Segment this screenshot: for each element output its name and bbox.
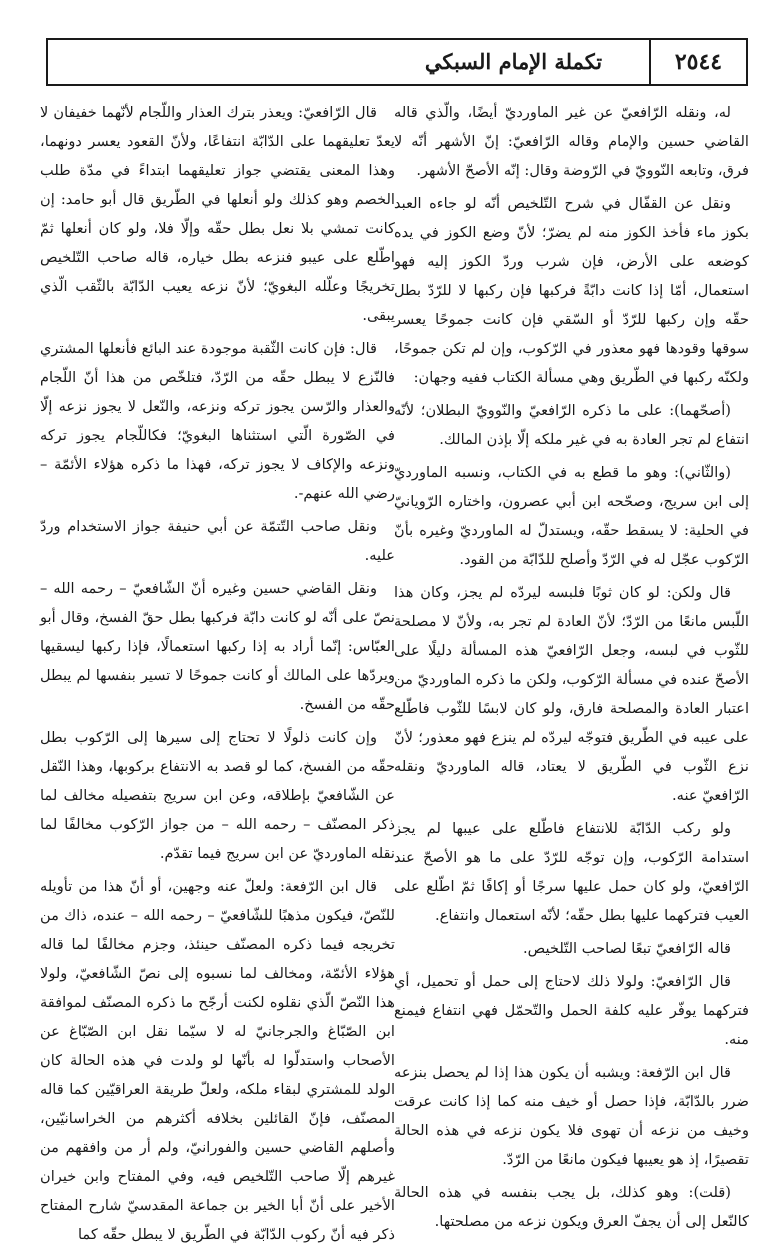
right-text-column (394, 98, 749, 1240)
paragraph: ونقل عن القفّال في شرح التّلخيص أنّه لو جاءه العبد بكوز ماء فأخذ الكوز منه لم يضرّ؛ لأنّ وضع الكوز في يده كوضعه على الأرض، فإن شرب وردّ الكوز إليه فهو استعمال، أمّا إذا كانت دابّةً فركبها فإن ركبها لا للرّدّ بطل حقّه وإن ركبها للرّدّ أو السّقي فإن كانت جموحًا يعسر سوقها وقودها فهو معذور في الرّكوب، وإن لم تكن جموحًا، ولكنّه ركبها في الطّريق وهي مسألة الكتاب ففيه وجهان: (394, 195, 749, 386)
paragraph: له، ونقله الرّافعيّ عن غير الماورديّ أيضًا، والّذي قاله القاضي حسين والإمام وقاله الرّافعيّ: إنّ الأشهر أنّه لا فرق، وتابعه النّوويّ في الرّوضة وقال: إنّه الأصحّ الأشهر. (394, 104, 749, 179)
paragraph: قاله الرّافعيّ تبعًا لصاحب التّلخيص. (523, 940, 731, 957)
paragraph: قال ولكن: لو كان ثوبًا فلبسه ليردّه لم يجز، وكان هذا اللّبس مانعًا من الرّدّ؛ لأنّ العادة لم تجر به، ولأنّ لا مصلحة للثّوب في لبسه، وجعل الرّافعيّ هذه المسألة دليلًا على الأصحّ عنده في مسألة الرّكوب، ولكن ما ذكره الماورديّ من اعتبار العادة والمصلحة فارق، ولو كان لابسًا للثّوب فاطّلع على عيبه في الطّريق فتوجّه ليردّه لم ينزع فهو معذور؛ لأنّ نزع الثّوب في الطّريق لا يعتاد، قاله الماورديّ ونقله الرّافعيّ عنه. (394, 584, 749, 804)
paragraph: قال الرّافعيّ: ولولا ذلك لاحتاج إلى حمل أو تحميل، أي فتركهما يوفّر عليه كلفة الحمل والتّحمّل فهي انتفاع فيمنع منه. (394, 973, 749, 1048)
paragraph: ولو ركب الدّابّة للانتفاع فاطّلع على عيبها لم يجز استدامة الرّكوب، وإن توجّه للرّدّ على ما هو الأصحّ عند الرّافعيّ، ولو كان حمل عليها سرجًا أو إكافًا ثمّ اطّلع على العيب فتركهما عليها بطل حقّه؛ لأنّه استعمال وانتفاع. (394, 820, 749, 924)
paragraph: ونقل القاضي حسين وغيره أنّ الشّافعيّ – رحمه الله – نصّ على أنّه لو كانت دابّة فركبها بطل حقّ الفسخ، وقال أبو العبّاس: إنّما أراد به إذا ركبها استعمالًا، فإذا ركبها ليسقيها ويردّها على المالك أو كانت جموحًا لا تسير بنفسها لم يبطل حقّه من الفسخ. (40, 580, 395, 713)
paragraph: قال الرّافعيّ: ويعذر بترك العذار واللّجام لأنّهما خفيفان لا يعدّ تعليقهما على الدّابّة انتفاعًا، ولأنّ القعود يعسر دونهما، وهذا المعنى يقتضي جواز تعليقهما ابتداءً في مدّة طلب الخصم وهو كذلك ولو أنعلها في الطّريق قال أبو حامد: إن كانت تمشي بلا نعل بطل حقّه وإلّا فلا، ولو كان أنعلها ثمّ اطّلع على عيبو فنزعه بطل خياره، قاله صاحب التّلخيص تخريجًا وعلّله البغويّ؛ لأنّ نزعه يعيب الدّابّة بالثّقب الّذي يبقى. (40, 104, 395, 324)
paragraph: قال ابن الرّفعة: ولعلّ عنه وجهين، أو أنّ هذا من تأويله للنّصّ، فيكون مذهبًا للشّافعيّ – رحمه الله – عنده، ذاك من تخريجه فيما ذكره المصنّف حينئذ، وجزم مخالفًا لما قاله هؤلاء الأئمّة، ومخالف لما نسبوه إلى نصّ الشّافعيّ، ولولا هذا النّصّ الّذي نقلوه لكنت أرجّح ما ذكره المصنّف لموافقة ابن الصّبّاغ والجرجانيّ له لا سيّما نقل ابن الصّبّاغ عن الأصحاب واستدلّوا له بأنّها لو ولدت في هذه الحالة كان الولد للمشتري لبقاء ملكه، ولعلّ طريقة العراقيّين كما قاله المصنّف، فإنّ القائلين بخلافه أكثرهم من الخراسانيّين، وأصلهم القاضي حسين والفورانيّ، ولم أر من وافقهم من غيرهم إلّا صاحب التّلخيص فيه، وفي المفتاح وابن خيران الأخير على أنّ أبا الخير بن جماعة المقدسيّ شارح المفتاح ذكر فيه أنّ ركوب الدّابّة في الطّريق لا يبطل حقّه كما (40, 878, 395, 1243)
header-divider (649, 40, 651, 84)
paragraph: (والثّاني): وهو ما قطع به في الكتاب، ونسبه الماورديّ إلى ابن سريج، وصحّحه ابن أبي عصرون، واختاره الرّويانيّ في الحلية: لا يسقط حقّه، ويستدلّ له الماورديّ وغيره بأنّ الرّكوب عجّل له في الرّدّ وأصلح للدّابّة من القود. (394, 464, 749, 568)
left-text-column (40, 98, 395, 1253)
paragraph: وإن كانت ذلولًا لا تحتاج إلى سيرها إلى الرّكوب بطل حقّه من الفسخ، كما لو قصد به الانتفاع بركوبها، وهذا النّقل عن الشّافعيّ بإطلاقه، وعن ابن سريج بتفصيله مخالف لما ذكر المصنّف – رحمه الله – من جواز الرّكوب مخالفًا لما نقله الماورديّ عن ابن سريج فيما تقدّم. (40, 729, 395, 862)
paragraph: ونقل صاحب التّتمّة عن أبي حنيفة جواز الاستخدام وردّ عليه. (40, 518, 395, 564)
page-header (46, 38, 748, 86)
paragraph: قال: فإن كانت الثّقبة موجودة عند البائع فأنعلها المشتري فالنّزع لا يبطل حقّه من الرّدّ، فتلخّص من هذا أنّ اللّجام والعذار والرّسن يجوز تركه ونزعه، والنّعل لا يجوز نزعه إلّا في الصّورة الّتي استثناها البغويّ؛ فكاللّجام يجوز تركه ونزعه والإكاف لا يجوز تركه، فهذا ما ذكره هؤلاء الأئمّة –رضي الله عنهم-. (40, 340, 395, 502)
book-title: تكملة الإمام السبكي (424, 49, 603, 74)
paragraph: قال ابن الرّفعة: ويشبه أن يكون هذا إذا لم يحصل بنزعه ضرر بالدّابّة، فإذا حصل أو خيف منه كما إذا كانت عرقت وخيف من نزعه أن تهوى فلا يكون نزعه في هذه الحالة تقصيرًا، إذ هو يعيبها فيكون مانعًا من الرّدّ. (394, 1064, 749, 1168)
paragraph: (قلت): وهو كذلك، بل يجب بنفسه في هذه الحالة كالنّعل إلى أن يجفّ العرق ويكون نزعه من مصلحتها. (394, 1184, 749, 1230)
paragraph: (أصحّهما): على ما ذكره الرّافعيّ والنّوويّ البطلان؛ لأنّه انتفاع لم تجر العادة به في غير ملكه إلّا بإذن المالك. (394, 402, 749, 448)
page-number: ٢٥٤٤ (674, 49, 723, 75)
